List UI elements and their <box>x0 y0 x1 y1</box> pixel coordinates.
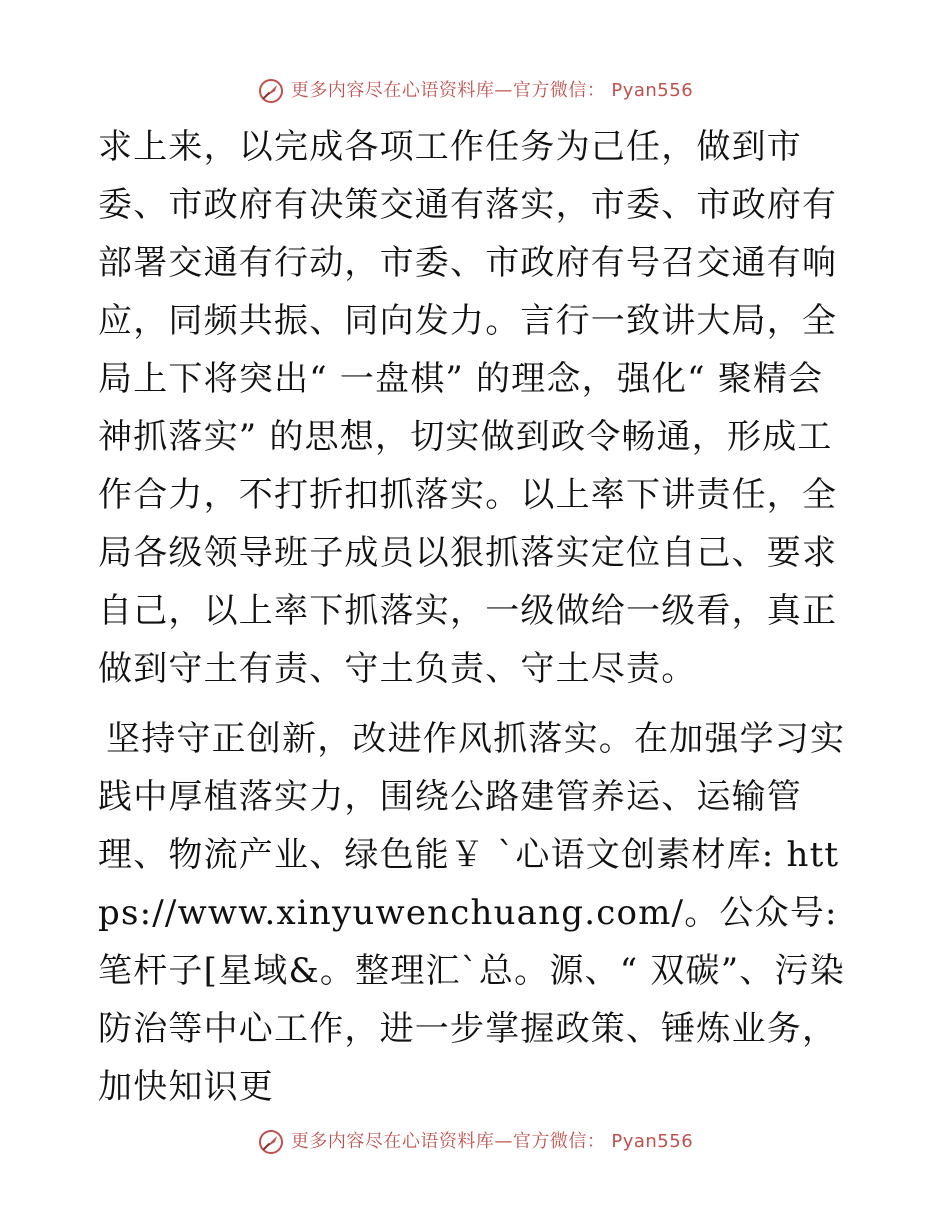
footer-watermark-handle: Pyan556 <box>611 1131 694 1152</box>
header-watermark <box>0 77 950 105</box>
paragraph-2: 坚持守正创新，改进作风抓落实。在加强学习实践中厚植落实力，围绕公路建管养运、运输管理、物流产业、绿色能￥ `心语文创素材库: https://www.xinyuwenchuang.com/。公众号: 笔杆子[星域&。整理汇`总。源、“ 双碳”、污染防治等中心工作，进一步掌握政策、锤炼业务，加快知识更 <box>98 719 846 1107</box>
footer-watermark <box>0 1128 950 1156</box>
feather-circle-icon <box>257 77 285 105</box>
document-body <box>98 118 858 1116</box>
header-watermark-handle: Pyan556 <box>611 80 694 101</box>
feather-circle-icon <box>257 1128 285 1156</box>
header-watermark-label: 更多内容尽在心语资料库—官方微信： <box>290 80 606 101</box>
paragraph-1: 求上来，以完成各项工作任务为己任，做到市委、市政府有决策交通有落实，市委、市政府有部署交通有行动，市委、市政府有号召交通有响应，同频共振、同向发力。言行一致讲大局，全局上下将突出“ 一盘棋” 的理念，强化“ 聚精会神抓落实” 的思想，切实做到政令畅通，形成工作合力，不打折扣抓落实。以上率下讲责任，全局各级领导班子成员以狠抓落实定位自己、要求自己，以上率下抓落实，一级做给一级看，真正做到守土有责、守土负责、守土尽责。 <box>98 127 838 689</box>
footer-watermark-label: 更多内容尽在心语资料库—官方微信： <box>290 1131 606 1152</box>
